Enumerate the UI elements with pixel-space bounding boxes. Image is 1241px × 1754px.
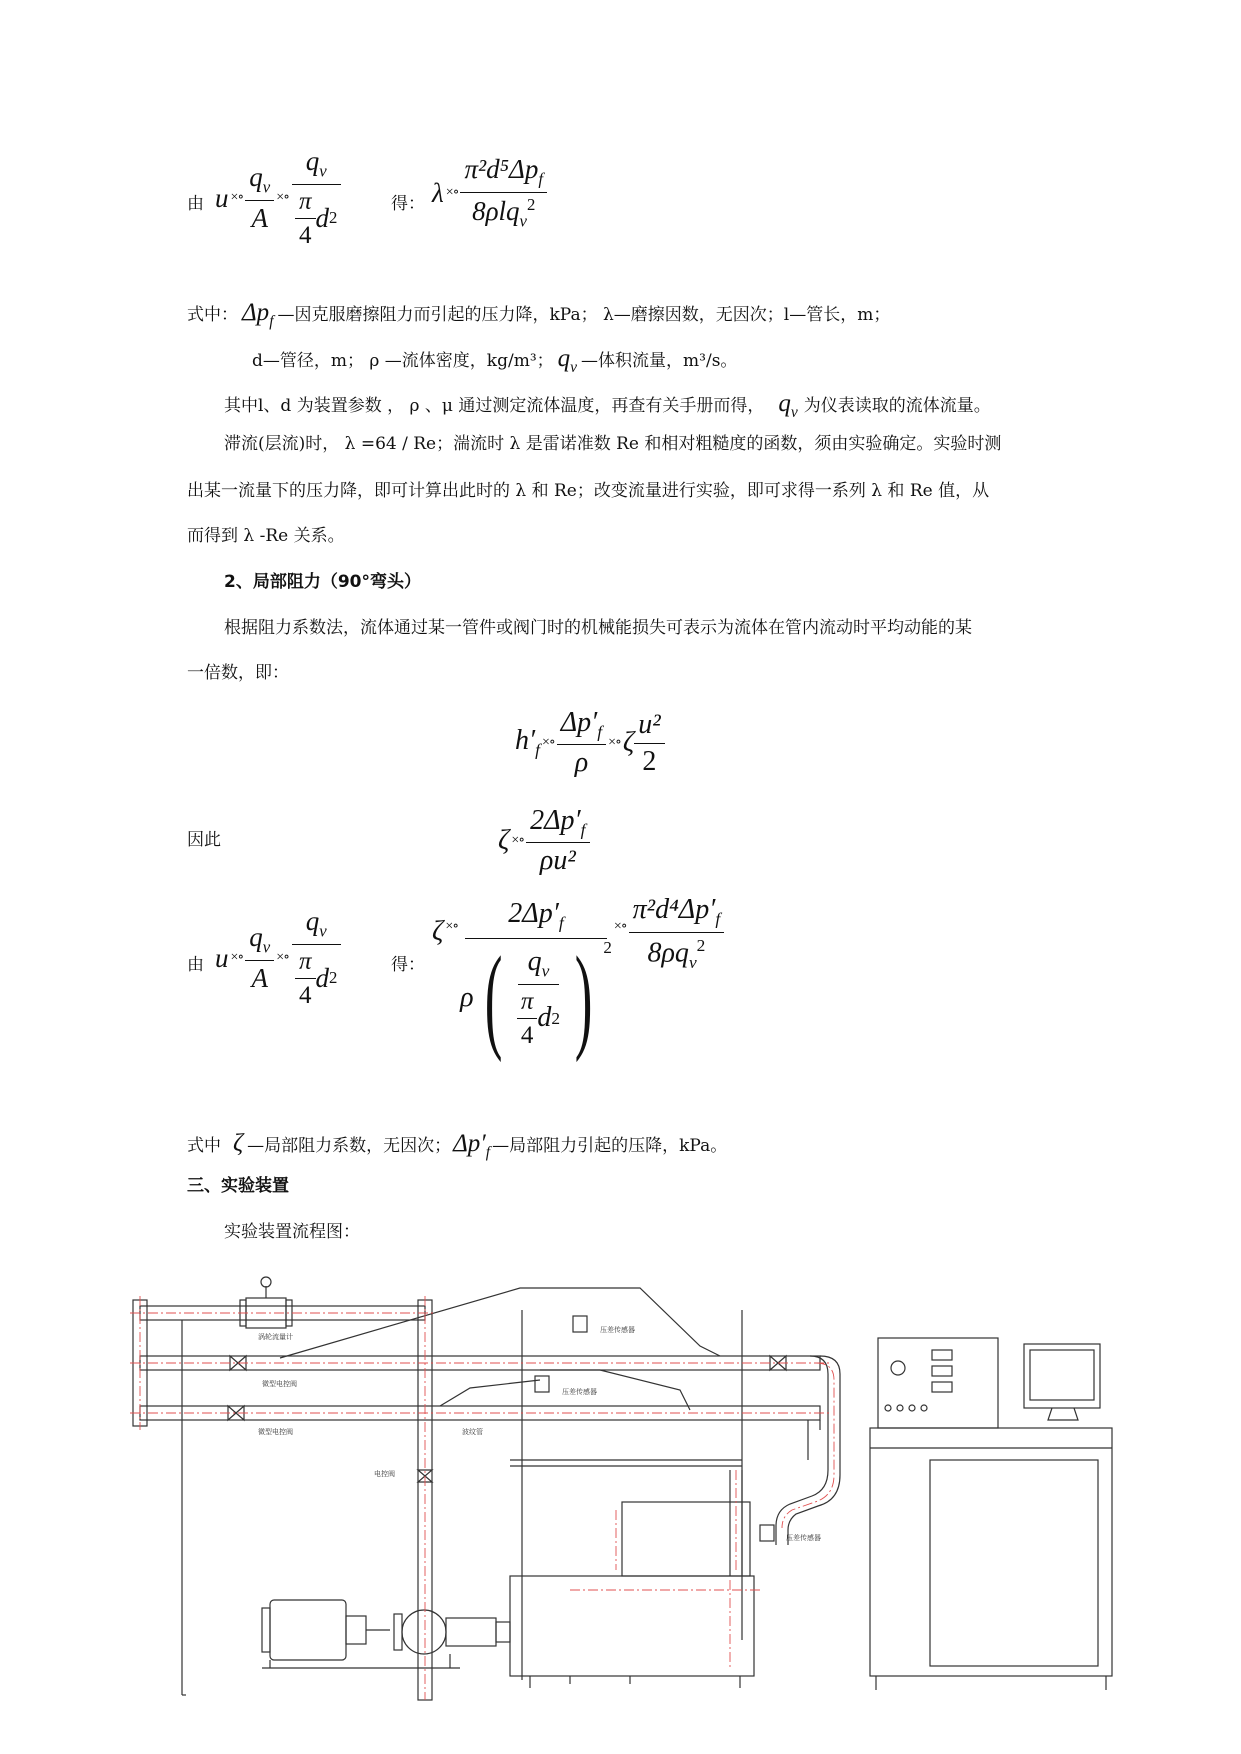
eq4-op3: ×∘ (445, 919, 459, 934)
eq1-lambda-den: 8ρlq (472, 196, 520, 226)
eq4-pi: π (295, 949, 316, 979)
equation-1 (215, 145, 341, 250)
pressure-sensor-right (760, 1525, 774, 1541)
label-pressure-sensor-3: 压差传感器 (786, 1535, 821, 1542)
eq4-rden-sub: v (688, 952, 697, 972)
eq4-inner-pi-over-4 (517, 989, 538, 1048)
eq4-four: 4 (298, 982, 312, 1010)
eq4-inner-q: q (527, 945, 542, 977)
label-small-valve: 微型电控阀 (262, 1381, 297, 1388)
eq4-rnum: π²d⁴Δp′ (632, 894, 716, 925)
defs1-dp (242, 300, 274, 330)
eq2-two: 2 (642, 745, 657, 777)
heading-local-resistance: 2、局部阻力（90°弯头） (224, 572, 421, 592)
eq2-frac-dp-rho (557, 706, 606, 779)
para1-qv-sub: v (790, 404, 798, 421)
eq4-d-sq: 2 (329, 968, 338, 988)
computer-monitor (1024, 1344, 1100, 1408)
eq4-pi-over-4 (295, 949, 316, 1008)
eq1-lambda: λ (432, 177, 444, 208)
label-pressure-sensor-1: 压差传感器 (600, 1327, 635, 1334)
eq1-frac-q-area (291, 145, 341, 250)
eq4-op1: ×∘ (230, 950, 244, 965)
defs1-line2-b: —体积流量，m³/s。 (581, 351, 738, 371)
eq1-pi: π (295, 189, 316, 219)
eq4-q: q (249, 921, 263, 952)
eq1-op2: ×∘ (276, 190, 289, 205)
para2-line3: 而得到 λ -Re 关系。 (187, 526, 345, 546)
para1-qv-sym: q (778, 390, 791, 417)
control-cabinet (870, 1428, 1112, 1676)
pipe-right-return (776, 1356, 828, 1545)
eq4-right-frac (629, 896, 725, 971)
eq3-lead: 因此 (187, 830, 221, 850)
para1-a: 其中l、d 为装置参数 ， ρ 、μ 通过测定流体温度，再查有关手册而得， (224, 396, 765, 416)
eq4-rden-sup: 2 (696, 935, 706, 955)
eq1-lead: 由 (187, 194, 204, 214)
eq4-frac-qA (245, 921, 274, 994)
defs2-dp (453, 1131, 490, 1161)
defs1-line1-text: —因克服磨擦阻力而引起的压力降，kPa； λ—磨擦因数，无因次；l—管长，m； (277, 305, 891, 325)
defs1-line2-a: d—管径，m； ρ —流体密度，kg/m³； (252, 351, 554, 371)
para3-line2: 一倍数，即： (187, 663, 289, 683)
eq1-op3: ×∘ (445, 185, 459, 200)
equation-3 (498, 796, 590, 886)
eq4-rden: 8ρq (647, 937, 689, 969)
defs1-qv (558, 346, 577, 376)
eq4-inner-frac (513, 945, 564, 1049)
eq2-op2: ×∘ (608, 735, 621, 750)
eq1-d: d (315, 203, 329, 234)
equation-2 (515, 698, 665, 788)
eq4-d: d (315, 963, 329, 994)
eq4-big-frac (460, 896, 612, 1063)
eq4-frac-q-area (291, 905, 341, 1010)
heading-apparatus: 三、实验装置 (187, 1176, 289, 1196)
equation-4-right (432, 894, 724, 1063)
para2-line2: 出某一流量下的压力降，即可计算出此时的 λ 和 Re；改变流量进行实验，即可求得一系列 λ 和 Re 值，从 (187, 481, 990, 501)
eq4-inner-d: d (537, 1002, 552, 1034)
eq2-rho: ρ (574, 747, 589, 779)
defs1-dp-sub: f (269, 313, 274, 330)
water-tank (510, 1576, 754, 1676)
eq4-paren-sq: 2 (603, 937, 612, 957)
eq1-A: A (251, 203, 268, 234)
eq4-rnum-sub: f (715, 909, 721, 929)
equation-1-result (432, 153, 547, 231)
eq4-q-sub: v (262, 937, 271, 957)
label-small-valve-2: 微型电控阀 (258, 1429, 293, 1436)
eq2-h: h′ (515, 725, 536, 757)
defs1-dp-sym: Δp (242, 299, 270, 326)
eq1-u: u (215, 182, 229, 213)
eq2-frac-u2 (634, 708, 664, 777)
eq1-lambda-den-sup: 2 (526, 195, 536, 214)
eq4-lead: 由 (187, 955, 204, 975)
eq3-op: ×∘ (511, 833, 525, 848)
eq2-op: ×∘ (541, 735, 555, 750)
eq3-zeta: ζ (498, 825, 510, 856)
apparatus-flow-diagram (0, 1270, 1241, 1710)
eq3-num-sub: f (580, 820, 586, 840)
defs1-line2 (252, 346, 737, 376)
eq2-num: Δp′ (560, 706, 598, 738)
defs2-prefix: 式中 (187, 1136, 221, 1156)
eq4-q2-sub: v (319, 921, 327, 941)
eq4-num: 2Δp′ (508, 898, 559, 929)
eq4-A: A (251, 963, 268, 994)
defs1-prefix: 式中： (187, 305, 238, 325)
eq1-d-sq: 2 (329, 208, 338, 228)
eq4-left-paren: ( (484, 931, 503, 1063)
eq1-q-sub: v (262, 177, 271, 197)
eq1-q2-sub: v (319, 161, 327, 181)
motor (270, 1600, 346, 1660)
defs2-text-b: —局部阻力引起的压降，kPa。 (492, 1136, 728, 1156)
defs1-qv-sub: v (570, 359, 578, 376)
eq2-u2: u² (634, 711, 664, 744)
eq4-u: u (215, 942, 229, 973)
eq4-zeta: ζ (432, 916, 444, 947)
equation-4-left (215, 905, 341, 1010)
eq4-q2: q (305, 905, 320, 936)
control-panel (878, 1338, 998, 1428)
defs2-line (187, 1131, 727, 1161)
eq1-de: 得： (391, 194, 425, 214)
para1 (224, 391, 991, 421)
eq1-q: q (249, 161, 263, 192)
eq4-inner-d-sq: 2 (551, 1008, 561, 1028)
eq1-lambda-num: π²d⁵Δp (464, 153, 539, 184)
defs2-dp-sub: f (485, 1144, 491, 1161)
eq1-pi-over-4 (295, 189, 316, 248)
eq1-four: 4 (298, 222, 312, 250)
defs1-line1 (187, 300, 890, 330)
eq4-rho: ρ (460, 981, 474, 1013)
pressure-sensor-mid (535, 1376, 549, 1392)
label-bellows: 波纹管 (462, 1429, 483, 1436)
eq1-lambda-den-sub: v (519, 211, 527, 231)
para1-qv (778, 391, 797, 421)
defs1-qv-sym: q (557, 345, 571, 372)
eq4-de: 得： (391, 955, 425, 975)
label-elec-valve: 电控阀 (374, 1471, 395, 1478)
defs2-text-a: —局部阻力系数，无因次； (247, 1136, 452, 1156)
eq1-q2: q (305, 145, 320, 176)
eq3-den: ρu² (539, 845, 576, 877)
eq2-zeta: ζ (622, 727, 635, 758)
eq4-num-sub: f (558, 913, 564, 933)
diagram-caption: 实验装置流程图： (224, 1222, 360, 1242)
eq4-right-paren: ) (574, 931, 593, 1063)
eq2-num-sub: f (597, 722, 603, 742)
defs2-dp-sym: Δp′ (453, 1130, 486, 1157)
eq3-num: 2Δp′ (530, 804, 581, 836)
para2-line1: 滞流(层流)时， λ =64 / Re；湍流时 λ 是雷诺准数 Re 和相对粗糙度的函数，须由实验确定。实验时测 (224, 434, 1002, 454)
defs2-zeta: ζ (233, 1130, 244, 1157)
eq4-op2: ×∘ (276, 950, 289, 965)
eq1-lambda-num-sub: f (538, 169, 543, 189)
para1-b: 为仪表读取的流体流量。 (803, 396, 991, 416)
centrifugal-pump (402, 1610, 446, 1654)
para3-line1: 根据阻力系数法，流体通过某一管件或阀门时的机械能损失可表示为流体在管内流动时平均动能的某 (224, 618, 972, 638)
eq2-h-sub: f (535, 740, 540, 760)
pressure-sensor-top (573, 1316, 587, 1332)
eq1-frac-qA (245, 161, 274, 234)
eq4-big-den (460, 931, 612, 1063)
eq4-op4: ×∘ (613, 919, 627, 934)
eq3-frac (526, 804, 589, 877)
tank-lid-box (622, 1502, 750, 1576)
eq1-lambda-frac (460, 153, 547, 231)
eq4-inner-four: 4 (520, 1021, 534, 1049)
eq4-inner-q-sub: v (541, 961, 550, 981)
eq4-inner-pi: π (517, 989, 538, 1019)
label-flowmeter: 涡轮流量计 (258, 1334, 293, 1341)
label-pressure-sensor-2: 压差传感器 (562, 1389, 597, 1396)
eq1-op: ×∘ (230, 190, 244, 205)
